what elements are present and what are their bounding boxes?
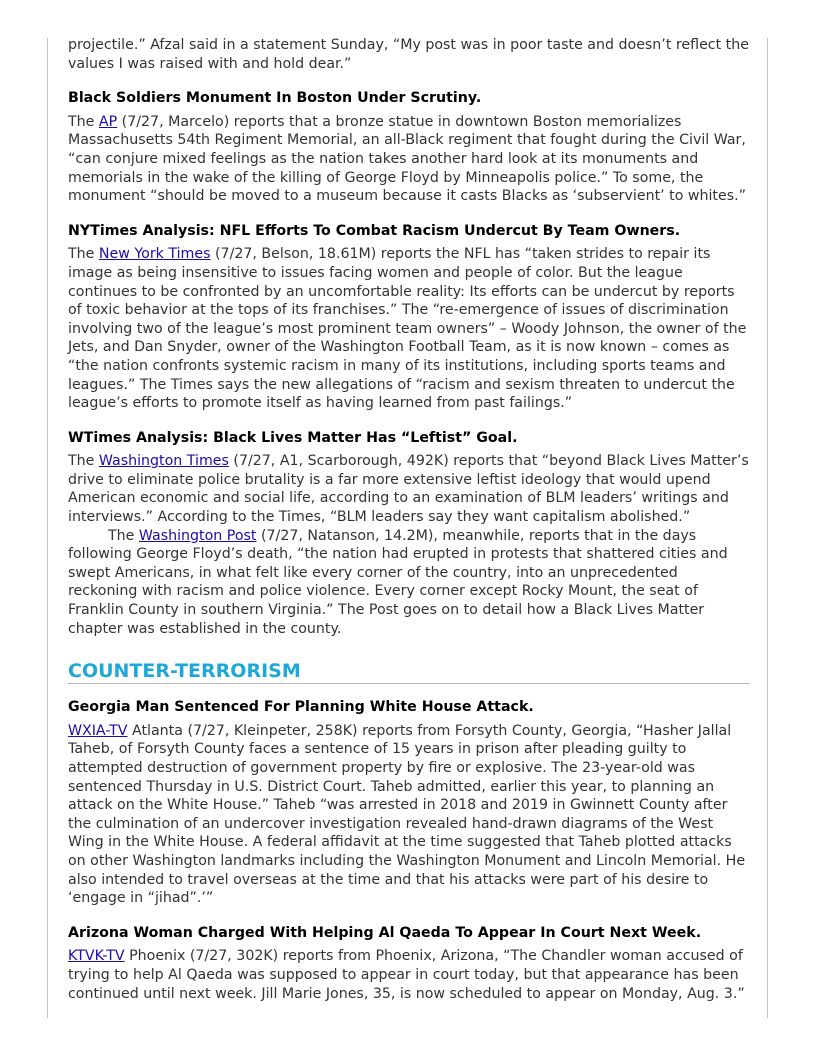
article-paragraph: The Washington Post (7/27, Natanson, 14.2M), meanwhile, reports that in the days following George Floyd’s death, “the nation had erupted in protests that shattered cities and swept Americans, in what felt like every corner of the country, into an unprecedented reckoning with racism and police violence. Every corner except Rocky Mount, the seat of Franklin County in southern Virginia.” The Post goes on to detail how a Black Lives Matter chapter was established in the county. (68, 527, 728, 637)
article-paragraph: KTVK-TV Phoenix (7/27, 302K) reports from Phoenix, Arizona, “The Chandler woman accused of trying to help Al Qaeda was supposed to appear in court today, but that appearance has been continued until next week. Jill Marie Jones, 35, is now scheduled to appear on Monday, Aug. 3.” (68, 948, 745, 1002)
article-paragraph: The New York Times (7/27, Belson, 18.61M) reports the NFL has “taken strides to repair its image as being insensitive to issues facing women and people of color. But the league continues to be confronted by an uncomfortable reality: Its efforts can be undercut by reports of toxic behavior at the tops of its franchises.” The “re-emergence of issues of discrimination involving two of the league’s most prominent team owners” – Woody Johnson, the owner of the Jets, and Dan Snyder, owner of the Washington Football Team, as it is now known – comes as “the nation confronts systemic racism in many of its institutions, including sports teams and leagues.” The Times says the new allegations of “racism and sexism threaten to undercut the league’s efforts to promote itself as having learned from past failings.” (68, 246, 747, 412)
intro-paragraph: projectile.” Afzal said in a statement Sunday, “My post was in poor taste and doesn’t reflect the values I was raised with and hold dear.” (68, 37, 749, 72)
article-headline: Arizona Woman Charged With Helping Al Qaeda To Appear In Court Next Week. (68, 924, 702, 941)
article-headline: WTimes Analysis: Black Lives Matter Has “Leftist” Goal. (68, 429, 518, 446)
source-link-ap[interactable]: AP (98, 113, 118, 130)
source-link-new-york-times[interactable]: New York Times (98, 246, 211, 263)
article (68, 924, 750, 1003)
source-link-washington-times[interactable]: Washington Times (98, 453, 229, 470)
article-paragraph: The Washington Times (7/27, A1, Scarborough, 492K) reports that “beyond Black Lives Matter’s drive to eliminate police brutality is a far more extensive leftist ideology that would upend American economic and social life, according to an examination of BLM leaders’ writings and interviews.” According to the Times, “BLM leaders say they want capitalism abolished.” (68, 453, 749, 526)
article-headline: NYTimes Analysis: NFL Efforts To Combat Racism Undercut By Team Owners. (68, 222, 681, 239)
page-left-border (47, 38, 48, 1018)
article-headline: Black Soldiers Monument In Boston Under Scrutiny. (68, 90, 482, 107)
source-link-wxia-tv[interactable]: WXIA-TV (68, 722, 128, 739)
source-link-washington-post[interactable]: Washington Post (138, 527, 257, 544)
article (68, 429, 750, 639)
page-right-border (767, 38, 768, 1018)
newsletter-page (68, 36, 750, 1003)
article-paragraph: WXIA-TV Atlanta (7/27, Kleinpeter, 258K) reports from Forsyth County, Georgia, “Hasher Jallal Taheb, of Forsyth County faces a sentence of 15 years in prison after pleading guilty to attempted destruction of government property by fire or explosive. The 23-year-old was sentenced Thursday in U.S. District Court. Taheb admitted, earlier this year, to planning an attack on the White House.” Taheb “was arrested in 2018 and 2019 in Gwinnett County after the culmination of an undercover investigation revealed hand-drawn diagrams of the West Wing in the White House. A federal affidavit at the time suggested that Taheb plotted attacks on other Washington landmarks including the Washington Monument and Lincoln Memorial. He also intended to travel overseas at the time and that his attacks were part of his desire to ‘engage in “jihad”.’” (68, 722, 746, 907)
article-paragraph: The AP (7/27, Marcelo) reports that a bronze statue in downtown Boston memorializes Massachusetts 54th Regiment Memorial, an all-Black regiment that fought during the Civil War, “can conjure mixed feelings as the nation takes another hard look at its monuments and memorials in the wake of the killing of George Floyd by Minneapolis police.” To some, the monument “should be moved to a museum because it casts Blacks as ‘subservient’ to whites.” (68, 113, 746, 205)
article (68, 89, 750, 206)
section-heading: COUNTER-TERRORISM (68, 660, 750, 684)
article (68, 698, 750, 908)
article-headline: Georgia Man Sentenced For Planning White House Attack. (68, 699, 534, 716)
source-link-ktvk-tv[interactable]: KTVK-TV (68, 948, 125, 965)
article (68, 222, 750, 413)
